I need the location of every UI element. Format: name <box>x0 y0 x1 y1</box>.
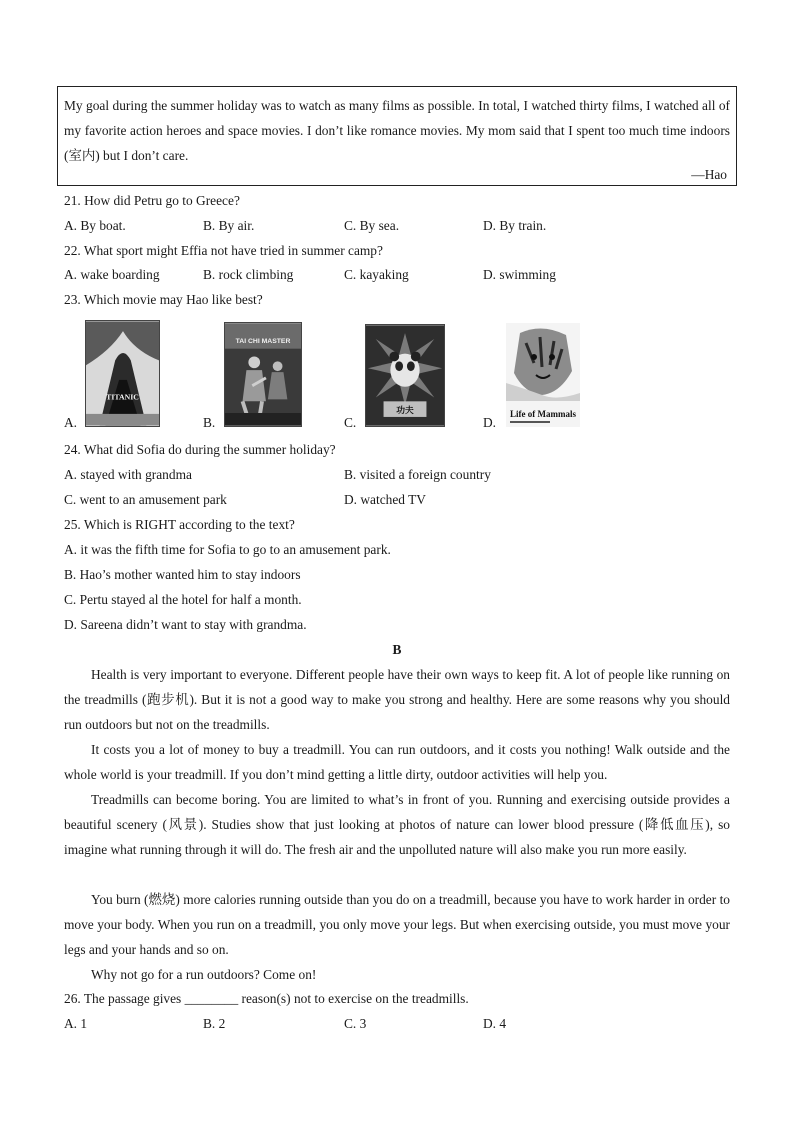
life-of-mammals-poster-title: Life of Mammals <box>510 409 576 419</box>
q23-label-c[interactable]: C. <box>344 415 357 430</box>
poster-titanic[interactable] <box>85 320 160 427</box>
poster-kung-fu-panda[interactable] <box>365 324 445 427</box>
q25-option-a[interactable]: A. it was the fifth time for Sofia to go to an amusement park. <box>64 542 391 557</box>
q25-option-d[interactable]: D. Sareena didn’t want to stay with grandma. <box>64 617 307 632</box>
q23-label-d[interactable]: D. <box>483 415 497 430</box>
q22-stem: 22. What sport might Effia not have tried in summer camp? <box>64 243 383 258</box>
hao-signature: —Hao <box>691 167 727 182</box>
section-b-paragraph-5: Why not go for a run outdoors? Come on! <box>91 967 317 982</box>
q26-stem: 26. The passage gives ________ reason(s) not to exercise on the treadmills. <box>64 991 469 1006</box>
hao-passage-box <box>57 86 737 186</box>
q24-option-a[interactable]: A. stayed with grandma <box>64 467 192 482</box>
q21-option-c[interactable]: C. By sea. <box>344 218 400 233</box>
q25-option-c[interactable]: C. Pertu stayed al the hotel for half a month. <box>64 592 302 607</box>
section-b-heading: B <box>392 642 402 657</box>
q21-stem: 21. How did Petru go to Greece? <box>64 193 240 208</box>
q26-option-a[interactable]: A. 1 <box>64 1016 88 1031</box>
q23-label-b[interactable]: B. <box>203 415 216 430</box>
q24-stem: 24. What did Sofia do during the summer holiday? <box>64 442 336 457</box>
section-b-paragraph-4: You burn (燃烧) more calories running outside than you do on a treadmill, because you have to work harder in order to move your body. When you run on a treadmill, you only move your legs. But when exercising outside, you must move your legs and your hands and so on. <box>64 892 730 957</box>
q24-option-d[interactable]: D. watched TV <box>344 492 426 507</box>
tai-chi-poster-title: TAI CHI MASTER <box>235 337 291 345</box>
q22-option-b[interactable]: B. rock climbing <box>203 267 294 282</box>
q22-option-d[interactable]: D. swimming <box>483 267 556 282</box>
q25-stem: 25. Which is RIGHT according to the text? <box>64 517 295 532</box>
q21-option-d[interactable]: D. By train. <box>483 218 547 233</box>
kung-fu-panda-poster-image <box>366 325 444 426</box>
titanic-poster-title: TITANIC <box>106 392 139 402</box>
kung-fu-poster-title: 功夫 <box>396 406 414 417</box>
q23-stem: 23. Which movie may Hao like best? <box>64 292 263 307</box>
q26-option-d[interactable]: D. 4 <box>483 1016 507 1031</box>
section-b-paragraph-3: Treadmills can become boring. You are limited to what’s in front of you. Running and exercising outside provides a beautiful scenery (风景). Studies show that just looking at photos of nature can lower blood pressure (降低血压), so imagine what running through it will do. The fresh air and the unpolluted nature will also make you run more easily. <box>64 792 730 857</box>
poster-life-of-mammals[interactable] <box>506 323 580 427</box>
poster-tai-chi-master[interactable] <box>224 322 302 427</box>
hao-passage-text: My goal during the summer holiday was to watch as many films as possible. In total, I watched thirty films, I watched all of my favorite action heroes and space movies. I don’t like romance movies. My mom said that I spent too much time indoors (室内) but I don’t care. <box>64 98 730 163</box>
q26-option-b[interactable]: B. 2 <box>203 1016 226 1031</box>
q26-option-c[interactable]: C. 3 <box>344 1016 367 1031</box>
q22-option-c[interactable]: C. kayaking <box>344 267 409 282</box>
q25-option-b[interactable]: B. Hao’s mother wanted him to stay indoors <box>64 567 301 582</box>
life-of-mammals-poster-image <box>506 323 580 427</box>
section-b-paragraph-1: Health is very important to everyone. Different people have their own ways to keep fit. A lot of people like running on the treadmills (跑步机). But it is not a good way to make you strong and healthy. Here are some reasons why you should run outdoors but not on the treadmills. <box>64 667 730 732</box>
q21-option-a[interactable]: A. By boat. <box>64 218 126 233</box>
titanic-poster-image <box>86 321 159 426</box>
q22-option-a[interactable]: A. wake boarding <box>64 267 160 282</box>
q24-option-b[interactable]: B. visited a foreign country <box>344 467 491 482</box>
q24-option-c[interactable]: C. went to an amusement park <box>64 492 227 507</box>
q21-option-b[interactable]: B. By air. <box>203 218 255 233</box>
section-b-paragraph-2: It costs you a lot of money to buy a treadmill. You can run outdoors, and it costs you nothing! Walk outside and the whole world is your treadmill. If you don’t mind getting a little dirty, outdoor activities will help you. <box>64 742 730 782</box>
q23-label-a[interactable]: A. <box>64 415 78 430</box>
tai-chi-master-poster-image <box>225 323 301 426</box>
